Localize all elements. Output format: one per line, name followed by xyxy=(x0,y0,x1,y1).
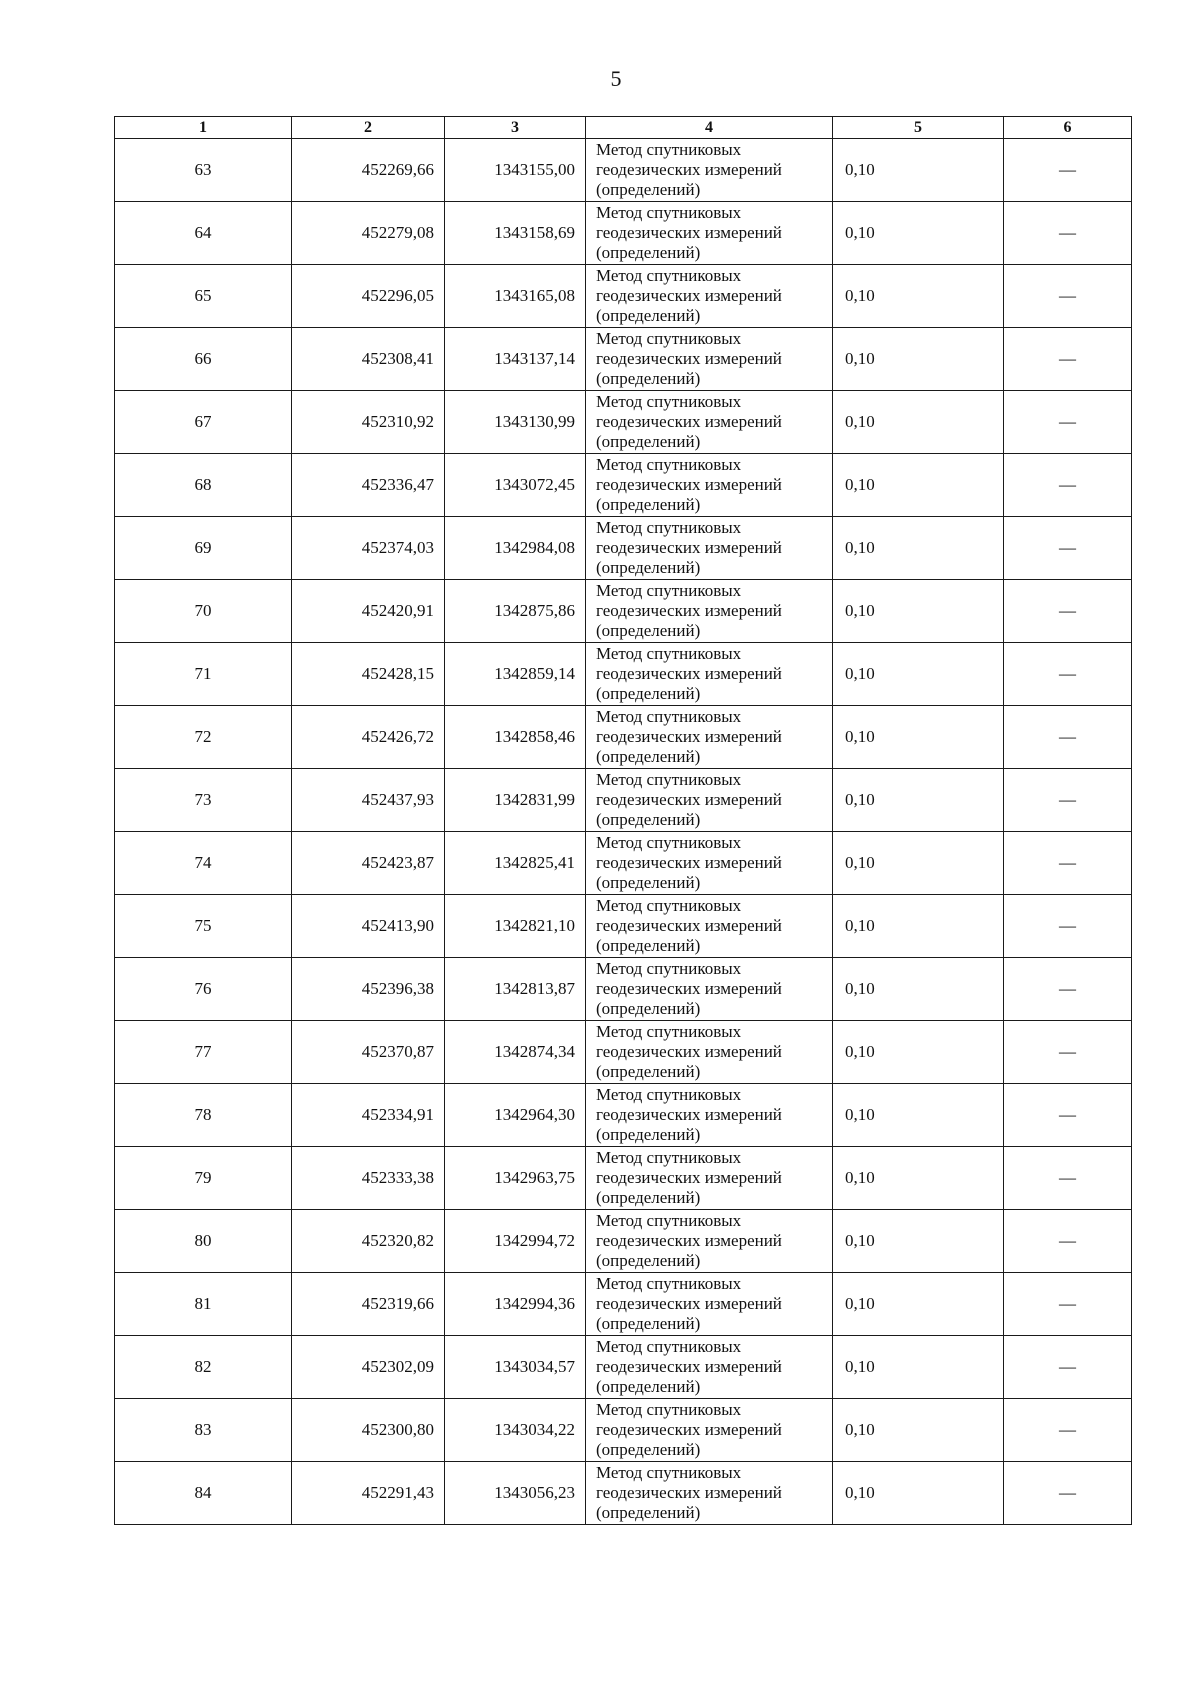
method-cell: Метод спутниковых геодезических измерений (определений) xyxy=(586,706,833,769)
x-coordinate-cell: 452413,90 xyxy=(292,895,445,958)
note-cell: — xyxy=(1004,517,1132,580)
header-col-1: 1 xyxy=(115,117,292,139)
note-cell: — xyxy=(1004,1021,1132,1084)
method-cell: Метод спутниковых геодезических измерений (определений) xyxy=(586,1399,833,1462)
x-coordinate-cell: 452428,15 xyxy=(292,643,445,706)
point-number-cell: 67 xyxy=(115,391,292,454)
x-coordinate-cell: 452437,93 xyxy=(292,769,445,832)
point-number-cell: 81 xyxy=(115,1273,292,1336)
y-coordinate-cell: 1342813,87 xyxy=(445,958,586,1021)
x-coordinate-cell: 452269,66 xyxy=(292,139,445,202)
accuracy-cell: 0,10 xyxy=(833,454,1004,517)
accuracy-cell: 0,10 xyxy=(833,706,1004,769)
note-cell: — xyxy=(1004,328,1132,391)
note-cell: — xyxy=(1004,769,1132,832)
x-coordinate-cell: 452320,82 xyxy=(292,1210,445,1273)
y-coordinate-cell: 1343137,14 xyxy=(445,328,586,391)
y-coordinate-cell: 1342874,34 xyxy=(445,1021,586,1084)
table-row xyxy=(115,832,1132,895)
y-coordinate-cell: 1343034,22 xyxy=(445,1399,586,1462)
note-cell: — xyxy=(1004,1336,1132,1399)
table-row xyxy=(115,1084,1132,1147)
note-cell: — xyxy=(1004,454,1132,517)
accuracy-cell: 0,10 xyxy=(833,895,1004,958)
table-row xyxy=(115,1210,1132,1273)
x-coordinate-cell: 452374,03 xyxy=(292,517,445,580)
header-col-2: 2 xyxy=(292,117,445,139)
accuracy-cell: 0,10 xyxy=(833,1336,1004,1399)
accuracy-cell: 0,10 xyxy=(833,328,1004,391)
y-coordinate-cell: 1342821,10 xyxy=(445,895,586,958)
point-number-cell: 75 xyxy=(115,895,292,958)
accuracy-cell: 0,10 xyxy=(833,1273,1004,1336)
accuracy-cell: 0,10 xyxy=(833,643,1004,706)
y-coordinate-cell: 1342875,86 xyxy=(445,580,586,643)
method-cell: Метод спутниковых геодезических измерений (определений) xyxy=(586,958,833,1021)
point-number-cell: 71 xyxy=(115,643,292,706)
table-header-row xyxy=(115,117,1132,139)
note-cell: — xyxy=(1004,1462,1132,1525)
method-cell: Метод спутниковых геодезических измерений (определений) xyxy=(586,895,833,958)
x-coordinate-cell: 452310,92 xyxy=(292,391,445,454)
method-cell: Метод спутниковых геодезических измерений (определений) xyxy=(586,580,833,643)
table-body xyxy=(115,139,1132,1525)
method-cell: Метод спутниковых геодезических измерений (определений) xyxy=(586,1462,833,1525)
table-row xyxy=(115,643,1132,706)
table-row xyxy=(115,265,1132,328)
point-number-cell: 82 xyxy=(115,1336,292,1399)
point-number-cell: 68 xyxy=(115,454,292,517)
table-row xyxy=(115,1336,1132,1399)
y-coordinate-cell: 1343165,08 xyxy=(445,265,586,328)
point-number-cell: 65 xyxy=(115,265,292,328)
note-cell: — xyxy=(1004,265,1132,328)
y-coordinate-cell: 1342963,75 xyxy=(445,1147,586,1210)
x-coordinate-cell: 452334,91 xyxy=(292,1084,445,1147)
accuracy-cell: 0,10 xyxy=(833,1210,1004,1273)
point-number-cell: 83 xyxy=(115,1399,292,1462)
note-cell: — xyxy=(1004,202,1132,265)
method-cell: Метод спутниковых геодезических измерений (определений) xyxy=(586,391,833,454)
method-cell: Метод спутниковых геодезических измерений (определений) xyxy=(586,1273,833,1336)
x-coordinate-cell: 452279,08 xyxy=(292,202,445,265)
table-row xyxy=(115,580,1132,643)
header-col-5: 5 xyxy=(833,117,1004,139)
method-cell: Метод спутниковых геодезических измерений (определений) xyxy=(586,1147,833,1210)
accuracy-cell: 0,10 xyxy=(833,832,1004,895)
point-number-cell: 74 xyxy=(115,832,292,895)
note-cell: — xyxy=(1004,139,1132,202)
method-cell: Метод спутниковых геодезических измерений (определений) xyxy=(586,1021,833,1084)
note-cell: — xyxy=(1004,832,1132,895)
point-number-cell: 80 xyxy=(115,1210,292,1273)
table-row xyxy=(115,1147,1132,1210)
note-cell: — xyxy=(1004,1084,1132,1147)
y-coordinate-cell: 1342825,41 xyxy=(445,832,586,895)
accuracy-cell: 0,10 xyxy=(833,1021,1004,1084)
point-number-cell: 70 xyxy=(115,580,292,643)
table-row xyxy=(115,517,1132,580)
x-coordinate-cell: 452319,66 xyxy=(292,1273,445,1336)
y-coordinate-cell: 1342859,14 xyxy=(445,643,586,706)
table-row xyxy=(115,454,1132,517)
y-coordinate-cell: 1343158,69 xyxy=(445,202,586,265)
accuracy-cell: 0,10 xyxy=(833,958,1004,1021)
y-coordinate-cell: 1343155,00 xyxy=(445,139,586,202)
x-coordinate-cell: 452336,47 xyxy=(292,454,445,517)
x-coordinate-cell: 452370,87 xyxy=(292,1021,445,1084)
table-row xyxy=(115,391,1132,454)
x-coordinate-cell: 452296,05 xyxy=(292,265,445,328)
method-cell: Метод спутниковых геодезических измерений (определений) xyxy=(586,454,833,517)
note-cell: — xyxy=(1004,958,1132,1021)
note-cell: — xyxy=(1004,895,1132,958)
table-row xyxy=(115,1399,1132,1462)
table-row xyxy=(115,1462,1132,1525)
x-coordinate-cell: 452426,72 xyxy=(292,706,445,769)
x-coordinate-cell: 452423,87 xyxy=(292,832,445,895)
header-col-3: 3 xyxy=(445,117,586,139)
x-coordinate-cell: 452302,09 xyxy=(292,1336,445,1399)
method-cell: Метод спутниковых геодезических измерений (определений) xyxy=(586,769,833,832)
point-number-cell: 69 xyxy=(115,517,292,580)
y-coordinate-cell: 1343056,23 xyxy=(445,1462,586,1525)
accuracy-cell: 0,10 xyxy=(833,1084,1004,1147)
x-coordinate-cell: 452333,38 xyxy=(292,1147,445,1210)
point-number-cell: 72 xyxy=(115,706,292,769)
table-row xyxy=(115,958,1132,1021)
accuracy-cell: 0,10 xyxy=(833,202,1004,265)
point-number-cell: 76 xyxy=(115,958,292,1021)
note-cell: — xyxy=(1004,1399,1132,1462)
table-row xyxy=(115,202,1132,265)
method-cell: Метод спутниковых геодезических измерений (определений) xyxy=(586,139,833,202)
x-coordinate-cell: 452291,43 xyxy=(292,1462,445,1525)
note-cell: — xyxy=(1004,1147,1132,1210)
y-coordinate-cell: 1342858,46 xyxy=(445,706,586,769)
x-coordinate-cell: 452308,41 xyxy=(292,328,445,391)
table-row xyxy=(115,1021,1132,1084)
y-coordinate-cell: 1342964,30 xyxy=(445,1084,586,1147)
point-number-cell: 84 xyxy=(115,1462,292,1525)
accuracy-cell: 0,10 xyxy=(833,139,1004,202)
note-cell: — xyxy=(1004,391,1132,454)
x-coordinate-cell: 452300,80 xyxy=(292,1399,445,1462)
point-number-cell: 77 xyxy=(115,1021,292,1084)
table-row xyxy=(115,139,1132,202)
point-number-cell: 73 xyxy=(115,769,292,832)
coordinates-table xyxy=(114,116,1132,1525)
table-row xyxy=(115,328,1132,391)
page-number: 5 xyxy=(610,66,622,91)
accuracy-cell: 0,10 xyxy=(833,1462,1004,1525)
table-row xyxy=(115,706,1132,769)
method-cell: Метод спутниковых геодезических измерений (определений) xyxy=(586,1210,833,1273)
accuracy-cell: 0,10 xyxy=(833,580,1004,643)
y-coordinate-cell: 1343130,99 xyxy=(445,391,586,454)
method-cell: Метод спутниковых геодезических измерений (определений) xyxy=(586,1336,833,1399)
accuracy-cell: 0,10 xyxy=(833,265,1004,328)
table-row xyxy=(115,769,1132,832)
x-coordinate-cell: 452396,38 xyxy=(292,958,445,1021)
point-number-cell: 64 xyxy=(115,202,292,265)
point-number-cell: 66 xyxy=(115,328,292,391)
header-col-4: 4 xyxy=(586,117,833,139)
x-coordinate-cell: 452420,91 xyxy=(292,580,445,643)
y-coordinate-cell: 1343072,45 xyxy=(445,454,586,517)
note-cell: — xyxy=(1004,643,1132,706)
table-row xyxy=(115,1273,1132,1336)
note-cell: — xyxy=(1004,1210,1132,1273)
accuracy-cell: 0,10 xyxy=(833,391,1004,454)
y-coordinate-cell: 1342994,72 xyxy=(445,1210,586,1273)
method-cell: Метод спутниковых геодезических измерений (определений) xyxy=(586,1084,833,1147)
method-cell: Метод спутниковых геодезических измерений (определений) xyxy=(586,265,833,328)
table-row xyxy=(115,895,1132,958)
y-coordinate-cell: 1343034,57 xyxy=(445,1336,586,1399)
accuracy-cell: 0,10 xyxy=(833,769,1004,832)
note-cell: — xyxy=(1004,1273,1132,1336)
method-cell: Метод спутниковых геодезических измерений (определений) xyxy=(586,517,833,580)
header-col-6: 6 xyxy=(1004,117,1132,139)
y-coordinate-cell: 1342984,08 xyxy=(445,517,586,580)
point-number-cell: 79 xyxy=(115,1147,292,1210)
method-cell: Метод спутниковых геодезических измерений (определений) xyxy=(586,832,833,895)
accuracy-cell: 0,10 xyxy=(833,1399,1004,1462)
y-coordinate-cell: 1342994,36 xyxy=(445,1273,586,1336)
method-cell: Метод спутниковых геодезических измерений (определений) xyxy=(586,643,833,706)
accuracy-cell: 0,10 xyxy=(833,1147,1004,1210)
note-cell: — xyxy=(1004,706,1132,769)
method-cell: Метод спутниковых геодезических измерений (определений) xyxy=(586,202,833,265)
accuracy-cell: 0,10 xyxy=(833,517,1004,580)
method-cell: Метод спутниковых геодезических измерений (определений) xyxy=(586,328,833,391)
point-number-cell: 63 xyxy=(115,139,292,202)
y-coordinate-cell: 1342831,99 xyxy=(445,769,586,832)
note-cell: — xyxy=(1004,580,1132,643)
point-number-cell: 78 xyxy=(115,1084,292,1147)
